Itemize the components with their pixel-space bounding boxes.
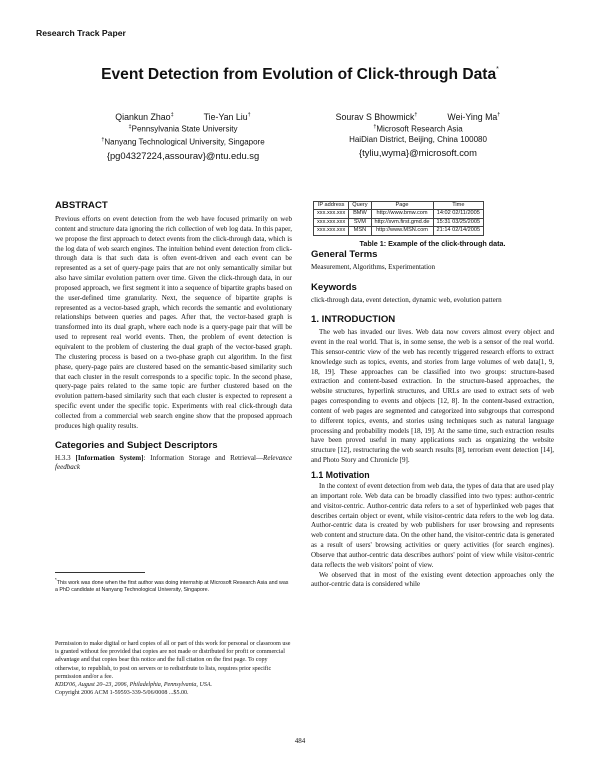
title-text: Event Detection from Evolution of Click-through Data: [101, 66, 497, 83]
introduction-heading: 1. INTRODUCTION: [311, 314, 396, 326]
general-terms-text: Measurement, Algorithms, Experimentation: [311, 263, 436, 272]
table-caption: Table 1: Example of the click-through data.: [359, 238, 506, 248]
affiliation: †Microsoft Research Asia: [373, 124, 463, 134]
permission-notice: [55, 640, 292, 697]
table-cell: xxx.xxx.xxx: [314, 210, 349, 218]
introduction-paragraph: The web has invaded our lives. Web data now covers almost every object and event in the real world. That is, in some sense, the web is a sensor of the real world. This sensor-centric view of the web has recently triggered research efforts to extract knowledge such as topics, events, and stories from large volumes of web data[1, 9, 18, 19]. These approaches can be classified into two groups: structure-based extraction and content-based extraction. In the structure-based approaches, the website structures, hyperlink structures, and URLs are used to extract sets of web pages corresponding to events and objects [12, 8]. In the content-based extraction, content of web pages are segmented and categorized into subgroups that correspond to different topics, events, and stories using techniques such as natural language processing and probability models [18, 19]. At the same time, such extraction results have been proved useful in many applications such as organizing the website structure [12], restructuring the web search results [8], terrorism event detection [14], and Photo Story and Chronicle [9].: [311, 328, 554, 465]
affiliation: †Nanyang Technological University, Singapore: [101, 137, 265, 147]
author-names-left: [68, 112, 298, 122]
author-block-left: [68, 112, 298, 161]
footnote-rule: [55, 572, 145, 573]
table-cell: xxx.xxx.xxx: [314, 218, 349, 226]
affiliation: ‡Pennsylvania State University: [128, 124, 238, 134]
table-cell: 15:31 03/25/2005: [433, 218, 484, 226]
table-header: Query: [349, 202, 371, 210]
author-block-right: [303, 112, 533, 158]
motivation-heading: 1.1 Motivation: [311, 469, 370, 480]
affiliation: HaiDian District, Beijing, China 100080: [349, 135, 487, 145]
motivation-paragraph: In the context of event detection from web data, the types of data that are used play an important role. Web data can be broadly classified into two types: author-centric and visitor-centric. Author-centric data refers to a set of hyperlinked web pages that describes certain object or event, while visitor-centric data refers to the web log data. Author-centric data is created by web publishers for user browsing and represents web content and structure data. On the other hand, the visitor-centric data is generated as a result of users' browsing activities or query activities (for search engines). Observe that author-centric data describes authors' point of view while visitor-centric data reflects the web visitors' point of view.: [311, 481, 554, 569]
copyright-line: Copyright 2006 ACM 1-59593-339-5/06/0008 ...$5.00.: [55, 690, 189, 697]
table-header: Time: [433, 202, 484, 210]
paper-title: [40, 66, 560, 84]
keywords-heading: Keywords: [311, 282, 357, 294]
table-cell: http://www.MSN.com: [371, 227, 433, 235]
table-cell: 14:02 02/11/2005: [433, 210, 484, 218]
motivation-paragraph: We observed that in most of the existing event detection approaches only the author-centric data is considered while: [311, 570, 554, 589]
categories-heading: Categories and Subject Descriptors: [55, 439, 218, 451]
table-cell: MSN: [349, 227, 371, 235]
author-email-right: {tyliu,wyma}@microsoft.com: [359, 146, 477, 158]
table-row: [314, 218, 484, 226]
table-cell: 21:14 02/14/2005: [433, 227, 484, 235]
table-cell: BMW: [349, 210, 371, 218]
table-cell: xxx.xxx.xxx: [314, 227, 349, 235]
footnote: *This work was done when the first author was doing internship at Microsoft Research Asia and was a PhD candidate at Nanyang Technological University, Singapore.: [55, 577, 289, 594]
keywords-text: click-through data, event detection, dynamic web, evolution pattern: [311, 296, 502, 305]
left-column: [55, 200, 292, 473]
table-cell: SVM: [349, 218, 371, 226]
author-name: Tie-Yan Liu†: [203, 112, 251, 122]
table-header-row: [314, 202, 484, 210]
table-header: IP address: [314, 202, 349, 210]
title-footnote-mark: *: [496, 66, 499, 73]
author-names-right: [303, 112, 533, 122]
page-number: 484: [294, 737, 306, 745]
general-terms-heading: General Terms: [311, 249, 378, 261]
table-row: [314, 210, 484, 218]
conference-line: KDD'06, August 20–23, 2006, Philadelphia, Pennsylvania, USA.: [55, 682, 213, 689]
permission-text: Permission to make digital or hard copies of all or part of this work for personal or classroom use is granted without fee provided that copies are not made or distributed for profit or commercial advantage and that copies bear this notice and the full citation on the first page. To copy otherwise, to republish, to post on servers or to redistribute to lists, requires prior specific permission and/or a fee.: [55, 641, 291, 680]
running-header: Research Track Paper: [36, 28, 126, 38]
abstract-heading: ABSTRACT: [55, 200, 108, 211]
right-column: [311, 201, 554, 590]
click-through-table: [313, 201, 484, 236]
author-name: Qiankun Zhao‡: [115, 112, 174, 122]
author-name: Sourav S Bhowmick†: [335, 112, 418, 122]
categories-text: H.3.3 [Information System]: Information Storage and Retrieval—Relevance feedback: [55, 453, 292, 472]
table-cell: http://svm.first.gmd.de: [371, 218, 433, 226]
table-cell: http://www.bmw.com: [371, 210, 433, 218]
author-name: Wei-Ying Ma†: [447, 112, 501, 122]
author-email-left: {pg04327224,assourav}@ntu.edu.sg: [106, 149, 260, 161]
table-row: [314, 227, 484, 235]
abstract-text: Previous efforts on event detection from the web have focused primarily on web content and structure data ignoring the rich collection of web log data. In this paper, we propose the first approach to detect events from the click-through data, which is the log data of web search engines. The intuition behind event detection from click-through data is that such data is often event-driven and each event can be represented as a set of query-page pairs that are not only semantically similar but also have similar evolution pattern over time. Given the click-through data, in our proposed approach, we first segment it into a sequence of bipartite graphs based on the user-defined time granularity. Next, the sequence of bipartite graphs is represented as a vector-based graph, which records the semantic and evolutionary relationships between queries and pages. After that, the vector-based graph is transformed into its dual graph, where each node is a query-page pair that will be used to represent real world events. Then, the problem of event detection is equivalent to the problem of clustering the dual graph of the vector-based graph. The clustering process is based on a two-phase graph cut algorithm. In the first phase, query-page pairs are clustered based on the semantic-based similarity such that each cluster in the result corresponds to a specific topic. In the second phase, query-page pairs related to the same topic are further clustered based on the evolution pattern-based similarity such that each cluster is expected to represent a specific event under the specific topic. Experiments with real click-through data collected from a commercial web search engine show that the proposed approach produces high quality results.: [55, 215, 292, 430]
table-header: Page: [371, 202, 433, 210]
